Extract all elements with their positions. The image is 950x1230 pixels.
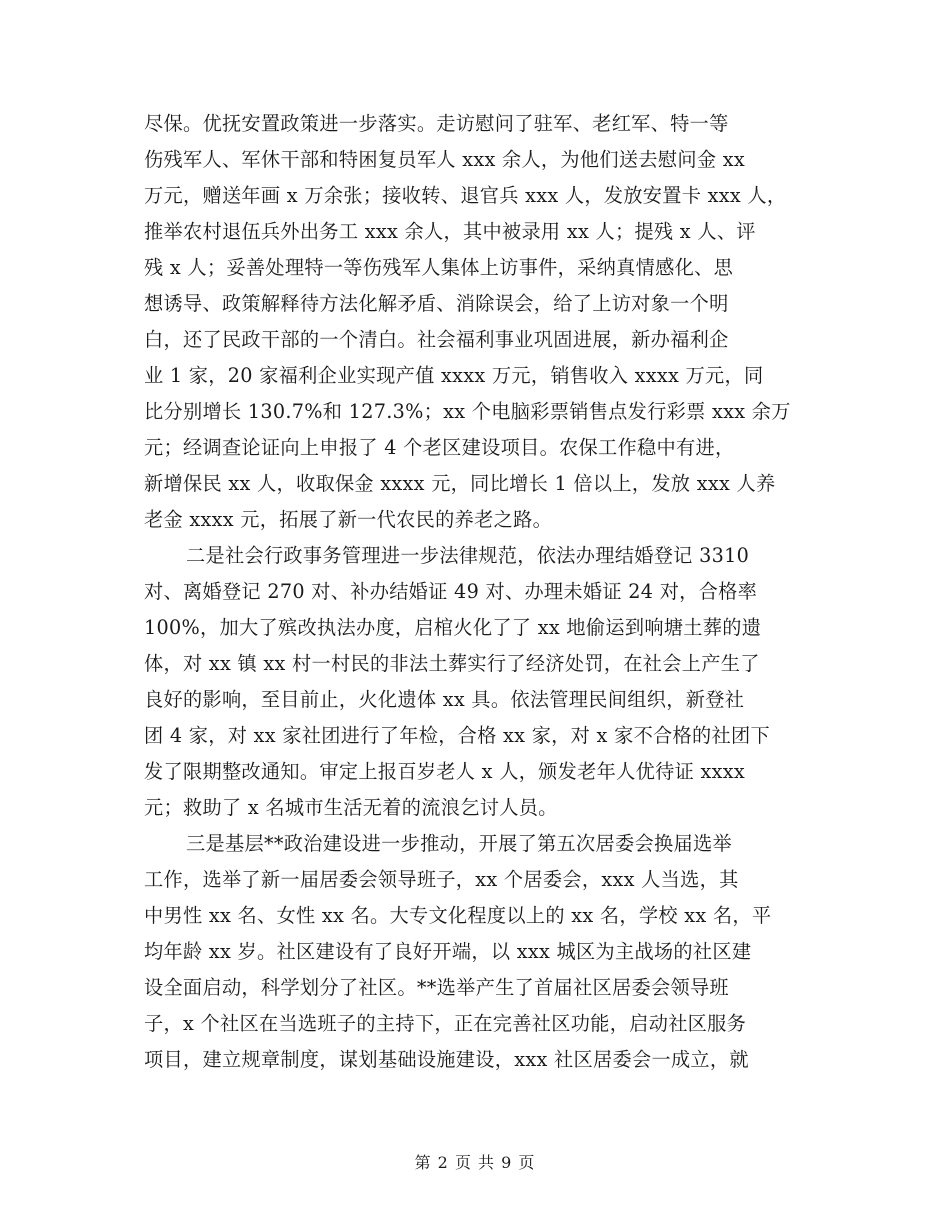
text-line: 二是社会行政事务管理进一步法律规范，依法办理结婚登记 3310 bbox=[186, 544, 750, 567]
text-line: 工作，选举了新一届居委会领导班子，xx 个居委会，xxx 人当选，其 bbox=[144, 868, 739, 891]
text-line: 推举农村退伍兵外出务工 xxx 余人，其中被录用 xx 人；提残 x 人、评 bbox=[144, 220, 756, 243]
body-text bbox=[144, 106, 824, 1078]
text-line: 想诱导、政策解释待方法化解矛盾、消除误会，给了上访对象一个明 bbox=[144, 292, 729, 315]
text-line: 均年龄 xx 岁。社区建设有了良好开端，以 xxx 城区为主战场的社区建 bbox=[144, 940, 752, 963]
text-line: 中男性 xx 名、女性 xx 名。大专文化程度以上的 xx 名，学校 xx 名，平 bbox=[144, 904, 772, 927]
text-line: 老金 xxxx 元，拓展了新一代农民的养老之路。 bbox=[144, 508, 553, 531]
text-line: 三是基层**政治建设进一步推动，开展了第五次居委会换届选举 bbox=[186, 832, 732, 855]
text-line: 残 x 人；妥善处理特一等伤残军人集体上访事件，采纳真情感化、思 bbox=[144, 256, 734, 279]
page-footer: 第 2 页 共 9 页 bbox=[414, 1153, 536, 1172]
text-line: 比分别增长 130.7%和 127.3%；xx 个电脑彩票销售点发行彩票 xxx 余万 bbox=[144, 400, 791, 423]
text-line: 元；救助了 x 名城市生活无着的流浪乞讨人员。 bbox=[144, 796, 558, 819]
text-line: 体，对 xx 镇 xx 村一村民的非法土葬实行了经济处罚，在社会上产生了 bbox=[144, 652, 760, 675]
text-line: 尽保。优抚安置政策进一步落实。走访慰问了驻军、老红军、特一等 bbox=[144, 112, 729, 135]
text-line: 良好的影响，至目前止，火化遗体 xx 具。依法管理民间组织，新登社 bbox=[144, 688, 745, 711]
text-line: 子，x 个社区在当选班子的主持下，正在完善社区功能，启动社区服务 bbox=[144, 1012, 747, 1035]
text-line: 伤残军人、军休干部和特困复员军人 xxx 余人，为他们送去慰问金 xx bbox=[144, 148, 745, 171]
text-line: 新增保民 xx 人，收取保金 xxxx 元，同比增长 1 倍以上，发放 xxx 人养 bbox=[144, 472, 776, 495]
text-line: 对、离婚登记 270 对、补办结婚证 49 对、办理未婚证 24 对，合格率 bbox=[144, 580, 758, 603]
text-line: 发了限期整改通知。审定上报百岁老人 x 人，颁发老年人优待证 xxxx bbox=[144, 760, 745, 783]
text-line: 设全面启动，科学划分了社区。**选举产生了首届社区居委会领导班 bbox=[144, 976, 729, 999]
text-line: 100%，加大了殡改执法办度，启棺火化了了 xx 地偷运到响塘土葬的遗 bbox=[144, 616, 762, 639]
text-line: 团 4 家，对 xx 家社团进行了年检，合格 xx 家，对 x 家不合格的社团下 bbox=[144, 724, 770, 747]
text-line: 元；经调查论证向上申报了 4 个老区建设项目。农保工作稳中有进， bbox=[144, 436, 735, 459]
text-line: 万元，赠送年画 x 万余张；接收转、退官兵 xxx 人，发放安置卡 xxx 人， bbox=[144, 184, 787, 207]
text-line: 项目，建立规章制度，谋划基础设施建设，xxx 社区居委会一成立，就 bbox=[144, 1048, 749, 1071]
text-line: 白，还了民政干部的一个清白。社会福利事业巩固进展，新办福利企 bbox=[144, 328, 729, 351]
text-line: 业 1 家，20 家福利企业实现产值 xxxx 万元，销售收入 xxxx 万元，同 bbox=[144, 364, 764, 387]
